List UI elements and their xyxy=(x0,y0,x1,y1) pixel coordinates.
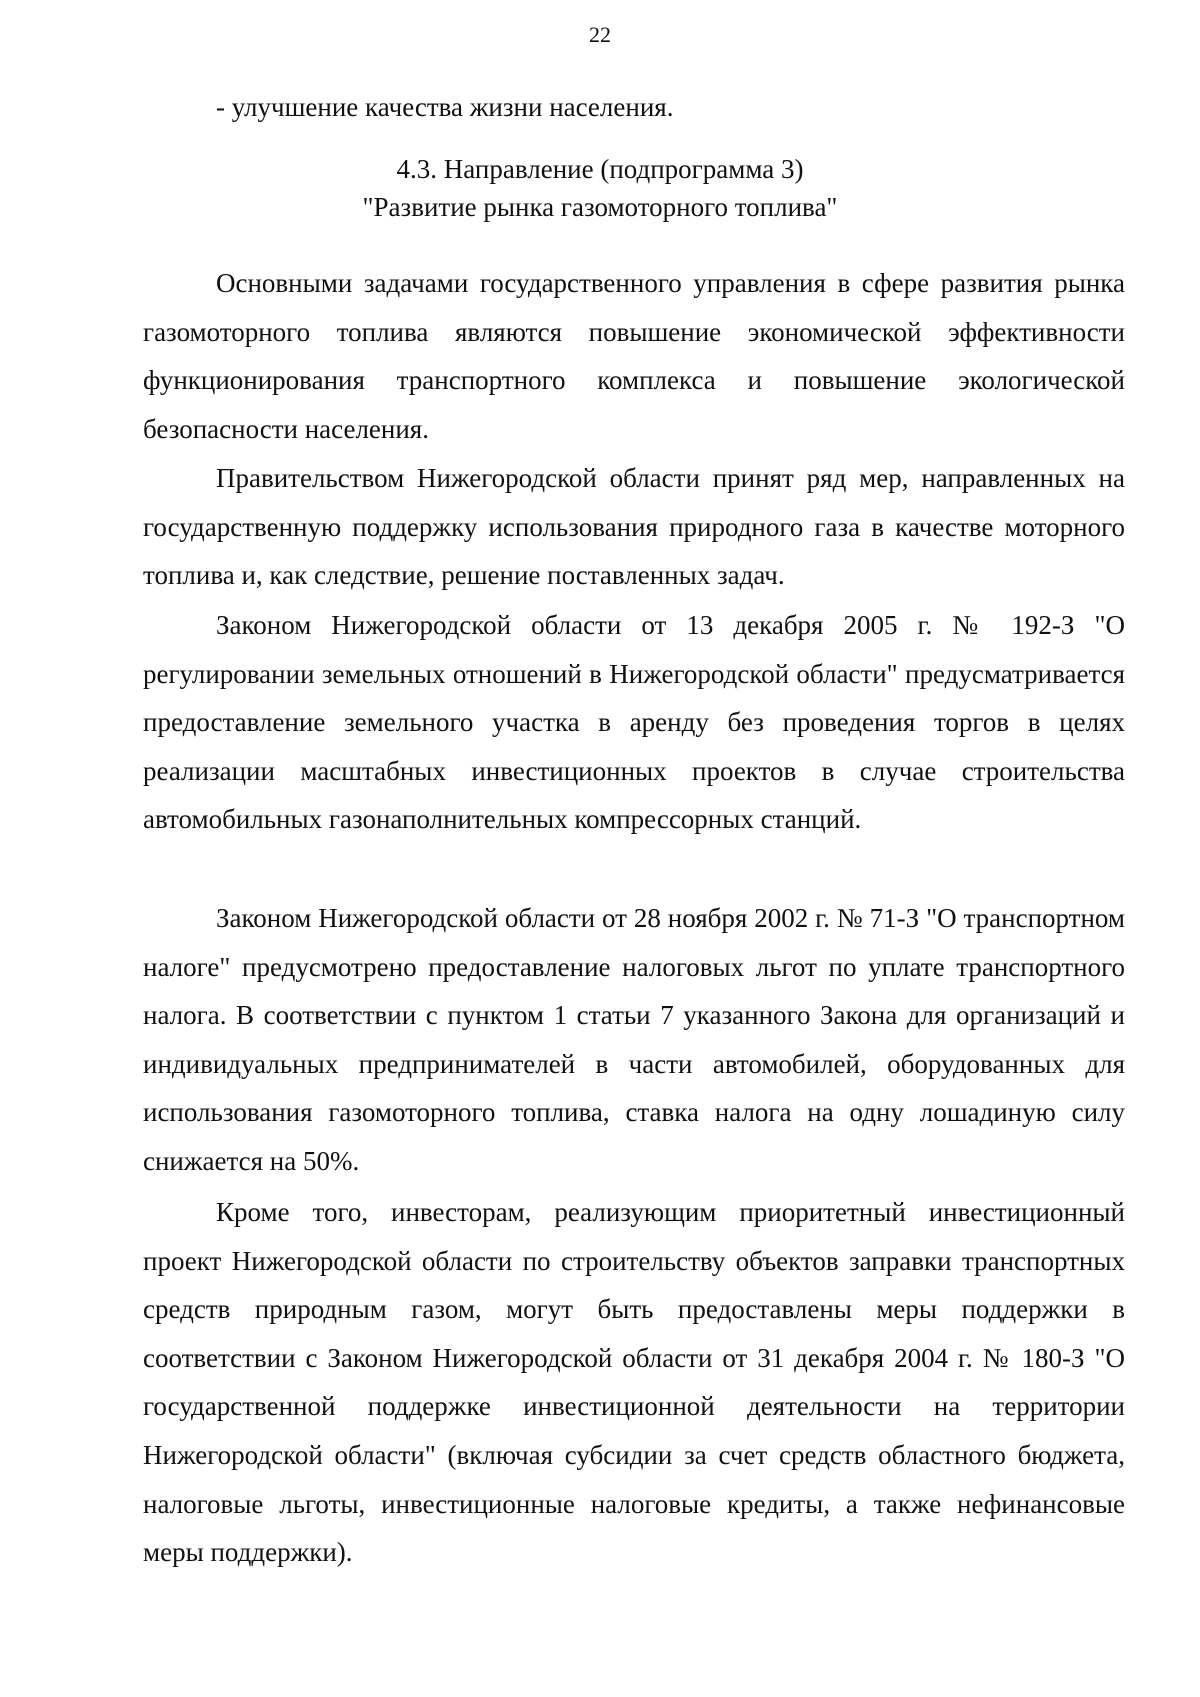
paragraph-investor-support xyxy=(143,1188,1125,1577)
paragraph-land-law xyxy=(143,601,1125,844)
paragraph-government-measures xyxy=(143,454,1125,600)
section-heading-number: 4.3. Направление (подпрограмма 3) xyxy=(396,154,804,184)
section-heading xyxy=(0,150,1200,226)
paragraph-text: Законом Нижегородской области от 28 ноября 2002 г. № 71-З "О транспортном налоге" предусмотрено предоставление налоговых льгот по уплате транспортного налога. В соответствии с пунктом 1 статьи 7 указанного Закона для организаций и индивидуальных предпринимателей в части автомобилей, оборудованных для использования газомоторного топлива, ставка налога на одну лошадиную силу снижается на 50%. xyxy=(143,903,1125,1176)
paragraph-tasks xyxy=(143,259,1125,453)
paragraph-text: Правительством Нижегородской области принят ряд мер, направленных на государственную поддержку использования природного газа в качестве моторного топлива и, как следствие, решение поставленных задач. xyxy=(143,463,1125,591)
section-heading-title: "Развитие рынка газомоторного топлива" xyxy=(362,192,838,222)
paragraph-text: Основными задачами государственного управления в сфере развития рынка газомоторного топлива являются повышение экономической эффективности функционирования транспортного комплекса и повышение экологической безопасности населения. xyxy=(143,268,1125,444)
intro-line: - улучшение качества жизни населения. xyxy=(216,92,674,122)
paragraph-transport-tax xyxy=(143,894,1125,1186)
paragraph-text: Законом Нижегородской области от 13 декабря 2005 г. № 192-З "О регулировании земельных отношений в Нижегородской области" предусматривается предоставление земельного участка в аренду без проведения торгов в целях реализации масштабных инвестиционных проектов в случае строительства автомобильных газонаполнительных компрессорных станций. xyxy=(143,610,1125,835)
paragraph-text: Кроме того, инвесторам, реализующим приоритетный инвестиционный проект Нижегородской области по строительству объектов заправки транспортных средств природным газом, могут быть предоставлены меры поддержки в соответствии с Законом Нижегородской области от 31 декабря 2004 г. № 180-З "О государственной поддержке инвестиционной деятельности на территории Нижегородской области" (включая субсидии за счет средств областного бюджета, налоговые льготы, инвестиционные налоговые кредиты, а также нефинансовые меры поддержки). xyxy=(143,1197,1125,1568)
page-number: 22 xyxy=(589,22,611,47)
